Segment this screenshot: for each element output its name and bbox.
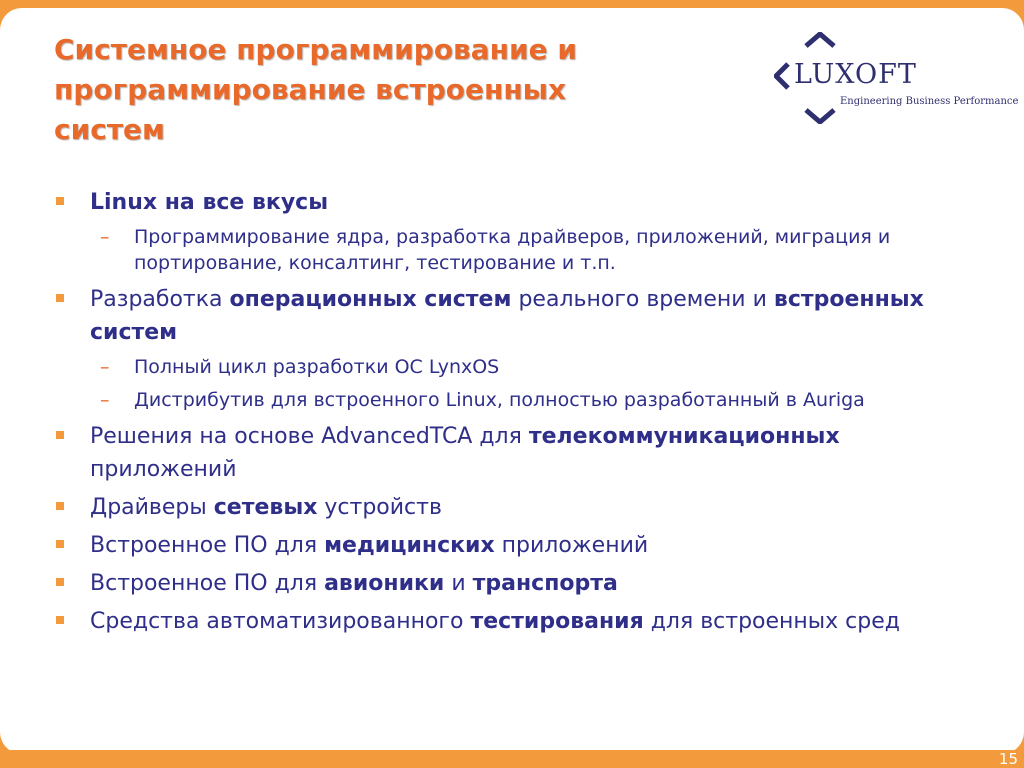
bullet-text: Драйверы <box>90 495 214 520</box>
sub-bullet-item <box>56 387 976 413</box>
sub-bullet-text: Программирование ядра, разработка драйверов, приложений, миграция и портирование, консалтинг, тестирование и т.п. <box>134 226 891 274</box>
square-bullet-icon <box>56 616 64 624</box>
bullet-text-bold: тестирования <box>470 609 644 634</box>
bullet-text: Встроенное ПО для <box>90 533 325 558</box>
bullet-text-bold: Linux на все вкусы <box>90 190 329 215</box>
bullet-text: Решения на основе AdvancedTCA для <box>90 424 529 449</box>
square-bullet-icon <box>56 431 64 439</box>
bullet-text: для встроенных сред <box>643 609 900 634</box>
bullet-item <box>56 491 976 524</box>
bullet-text: Средства автоматизированного <box>90 609 471 634</box>
bullet-text: и <box>444 571 473 596</box>
bullet-text-bold: операционных систем <box>229 287 512 312</box>
bullet-item <box>56 567 976 600</box>
square-bullet-icon <box>56 294 64 302</box>
bullet-text-bold: сетевых <box>213 495 318 520</box>
sub-bullet-item <box>56 354 976 380</box>
sub-bullet-item <box>56 224 976 276</box>
bullet-text-bold: транспорта <box>472 571 618 596</box>
dash-bullet-icon: – <box>100 356 110 378</box>
bullet-text: устройств <box>317 495 442 520</box>
bullet-item <box>56 283 976 349</box>
bullet-text-bold: авионики <box>324 571 445 596</box>
bullet-text: реального времени и <box>511 287 774 312</box>
logo-tagline: Engineering Business Performance <box>840 96 1019 107</box>
square-bullet-icon <box>56 502 64 510</box>
bullet-text: приложений <box>90 457 237 482</box>
page-number: 15 <box>998 750 1018 768</box>
logo-wordmark: LUXOFT <box>794 59 917 90</box>
bullet-text-bold: медицинских <box>324 533 495 558</box>
bullet-text: приложений <box>494 533 649 558</box>
slide-title: Системное программирование и программирование встроенных систем <box>54 33 577 146</box>
bullet-list <box>56 186 976 643</box>
bullet-text: Разработка <box>90 287 230 312</box>
square-bullet-icon <box>56 578 64 586</box>
bullet-item <box>56 186 976 219</box>
luxoft-logo <box>774 32 1019 124</box>
square-bullet-icon <box>56 197 64 205</box>
bullet-item <box>56 605 976 638</box>
bullet-text-bold: телекоммуникационных <box>528 424 840 449</box>
bottom-accent-band <box>0 750 1024 768</box>
bullet-item <box>56 420 976 486</box>
dash-bullet-icon: – <box>100 389 110 411</box>
bullet-item <box>56 529 976 562</box>
bullet-text: Встроенное ПО для <box>90 571 325 596</box>
sub-bullet-text: Дистрибутив для встроенного Linux, полностью разработанный в Auriga <box>134 389 865 411</box>
dash-bullet-icon: – <box>100 226 110 248</box>
square-bullet-icon <box>56 540 64 548</box>
bullet-text-bold: встроенных систем <box>90 287 924 345</box>
sub-bullet-text: Полный цикл разработки ОС LynxOS <box>134 356 500 378</box>
